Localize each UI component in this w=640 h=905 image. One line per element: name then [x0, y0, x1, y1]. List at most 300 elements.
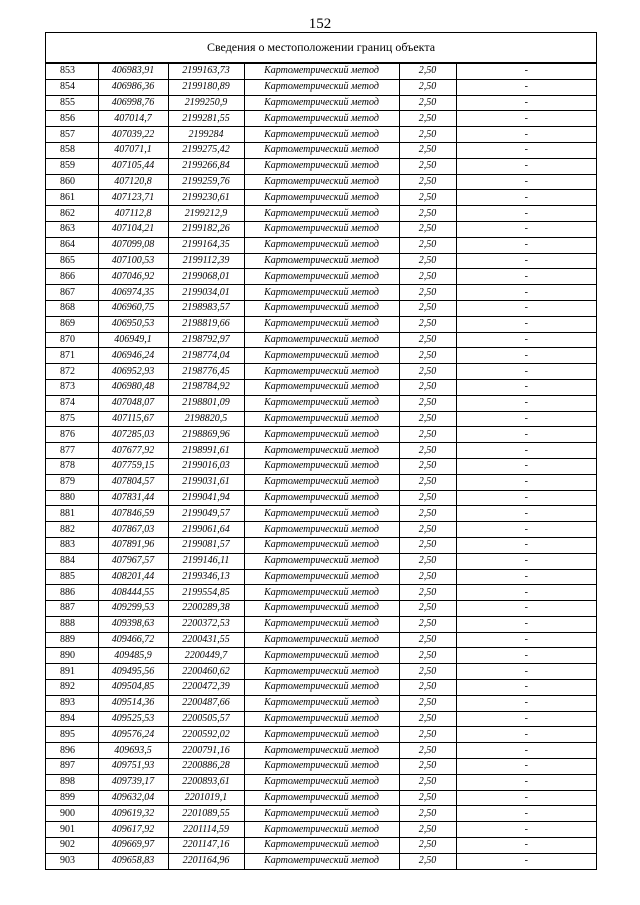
- point-number-cell: 865: [46, 253, 98, 269]
- description-cell: -: [456, 601, 596, 617]
- method-cell: Картометрический метод: [244, 395, 399, 411]
- x-coordinate-cell: 406946,24: [98, 348, 168, 364]
- point-number-cell: 860: [46, 174, 98, 190]
- x-coordinate-cell: 409617,92: [98, 822, 168, 838]
- precision-cell: 2,50: [399, 727, 456, 743]
- table-row: [46, 64, 596, 80]
- point-number-cell: 858: [46, 142, 98, 158]
- table-row: [46, 790, 596, 806]
- method-cell: Картометрический метод: [244, 838, 399, 854]
- table-row: [46, 300, 596, 316]
- x-coordinate-cell: 409739,17: [98, 774, 168, 790]
- point-number-cell: 879: [46, 474, 98, 490]
- description-cell: -: [456, 206, 596, 222]
- table-row: [46, 127, 596, 143]
- point-number-cell: 867: [46, 285, 98, 301]
- precision-cell: 2,50: [399, 237, 456, 253]
- y-coordinate-cell: 2200449,7: [168, 648, 244, 664]
- precision-cell: 2,50: [399, 111, 456, 127]
- point-number-cell: 861: [46, 190, 98, 206]
- description-cell: -: [456, 174, 596, 190]
- point-number-cell: 876: [46, 427, 98, 443]
- y-coordinate-cell: 2198983,57: [168, 300, 244, 316]
- description-cell: -: [456, 632, 596, 648]
- method-cell: Картометрический метод: [244, 348, 399, 364]
- table-row: [46, 411, 596, 427]
- point-number-cell: 882: [46, 522, 98, 538]
- description-cell: -: [456, 822, 596, 838]
- point-number-cell: 859: [46, 158, 98, 174]
- x-coordinate-cell: 406974,35: [98, 285, 168, 301]
- precision-cell: 2,50: [399, 95, 456, 111]
- y-coordinate-cell: 2200431,55: [168, 632, 244, 648]
- y-coordinate-cell: 2201147,16: [168, 838, 244, 854]
- precision-cell: 2,50: [399, 190, 456, 206]
- x-coordinate-cell: 407105,44: [98, 158, 168, 174]
- method-cell: Картометрический метод: [244, 316, 399, 332]
- method-cell: Картометрический метод: [244, 601, 399, 617]
- x-coordinate-cell: 407846,59: [98, 506, 168, 522]
- description-cell: -: [456, 95, 596, 111]
- precision-cell: 2,50: [399, 585, 456, 601]
- point-number-cell: 899: [46, 790, 98, 806]
- x-coordinate-cell: 407071,1: [98, 142, 168, 158]
- precision-cell: 2,50: [399, 285, 456, 301]
- method-cell: Картометрический метод: [244, 300, 399, 316]
- method-cell: Картометрический метод: [244, 458, 399, 474]
- description-cell: -: [456, 158, 596, 174]
- table-row: [46, 774, 596, 790]
- description-cell: -: [456, 522, 596, 538]
- y-coordinate-cell: 2199284: [168, 127, 244, 143]
- precision-cell: 2,50: [399, 458, 456, 474]
- table-row: [46, 142, 596, 158]
- boundary-points-table: [46, 63, 596, 869]
- method-cell: Картометрический метод: [244, 759, 399, 775]
- y-coordinate-cell: 2198820,5: [168, 411, 244, 427]
- description-cell: -: [456, 664, 596, 680]
- description-cell: -: [456, 680, 596, 696]
- precision-cell: 2,50: [399, 759, 456, 775]
- method-cell: Картометрический метод: [244, 158, 399, 174]
- page-number: 152: [308, 16, 332, 32]
- y-coordinate-cell: 2199212,9: [168, 206, 244, 222]
- precision-cell: 2,50: [399, 332, 456, 348]
- table-row: [46, 648, 596, 664]
- x-coordinate-cell: 406949,1: [98, 332, 168, 348]
- precision-cell: 2,50: [399, 695, 456, 711]
- table-body: [46, 64, 596, 869]
- point-number-cell: 883: [46, 537, 98, 553]
- precision-cell: 2,50: [399, 221, 456, 237]
- precision-cell: 2,50: [399, 632, 456, 648]
- table-row: [46, 680, 596, 696]
- precision-cell: 2,50: [399, 379, 456, 395]
- y-coordinate-cell: 2198869,96: [168, 427, 244, 443]
- table-row: [46, 537, 596, 553]
- y-coordinate-cell: 2199182,26: [168, 221, 244, 237]
- point-number-cell: 895: [46, 727, 98, 743]
- description-cell: -: [456, 490, 596, 506]
- precision-cell: 2,50: [399, 348, 456, 364]
- y-coordinate-cell: 2200289,38: [168, 601, 244, 617]
- description-cell: -: [456, 253, 596, 269]
- method-cell: Картометрический метод: [244, 174, 399, 190]
- description-cell: -: [456, 727, 596, 743]
- description-cell: -: [456, 395, 596, 411]
- y-coordinate-cell: 2199180,89: [168, 79, 244, 95]
- method-cell: Картометрический метод: [244, 569, 399, 585]
- y-coordinate-cell: 2199146,11: [168, 553, 244, 569]
- description-cell: -: [456, 853, 596, 868]
- y-coordinate-cell: 2198819,66: [168, 316, 244, 332]
- x-coordinate-cell: 407112,8: [98, 206, 168, 222]
- x-coordinate-cell: 406986,36: [98, 79, 168, 95]
- table-row: [46, 332, 596, 348]
- x-coordinate-cell: 407677,92: [98, 443, 168, 459]
- description-cell: -: [456, 695, 596, 711]
- method-cell: Картометрический метод: [244, 269, 399, 285]
- y-coordinate-cell: 2199259,76: [168, 174, 244, 190]
- x-coordinate-cell: 409669,97: [98, 838, 168, 854]
- precision-cell: 2,50: [399, 364, 456, 380]
- method-cell: Картометрический метод: [244, 522, 399, 538]
- point-number-cell: 878: [46, 458, 98, 474]
- table-row: [46, 601, 596, 617]
- table-row: [46, 348, 596, 364]
- y-coordinate-cell: 2199275,42: [168, 142, 244, 158]
- y-coordinate-cell: 2198774,04: [168, 348, 244, 364]
- table-row: [46, 174, 596, 190]
- y-coordinate-cell: 2199554,85: [168, 585, 244, 601]
- precision-cell: 2,50: [399, 300, 456, 316]
- method-cell: Картометрический метод: [244, 190, 399, 206]
- precision-cell: 2,50: [399, 680, 456, 696]
- method-cell: Картометрический метод: [244, 537, 399, 553]
- description-cell: -: [456, 237, 596, 253]
- y-coordinate-cell: 2201089,55: [168, 806, 244, 822]
- x-coordinate-cell: 407804,57: [98, 474, 168, 490]
- y-coordinate-cell: 2200886,28: [168, 759, 244, 775]
- table-row: [46, 285, 596, 301]
- x-coordinate-cell: 406952,93: [98, 364, 168, 380]
- x-coordinate-cell: 409514,36: [98, 695, 168, 711]
- point-number-cell: 855: [46, 95, 98, 111]
- precision-cell: 2,50: [399, 443, 456, 459]
- description-cell: -: [456, 379, 596, 395]
- table-row: [46, 490, 596, 506]
- y-coordinate-cell: 2200505,57: [168, 711, 244, 727]
- y-coordinate-cell: 2199250,9: [168, 95, 244, 111]
- point-number-cell: 885: [46, 569, 98, 585]
- y-coordinate-cell: 2200592,02: [168, 727, 244, 743]
- method-cell: Картометрический метод: [244, 680, 399, 696]
- point-number-cell: 874: [46, 395, 98, 411]
- x-coordinate-cell: 409504,85: [98, 680, 168, 696]
- description-cell: -: [456, 316, 596, 332]
- table-row: [46, 806, 596, 822]
- y-coordinate-cell: 2198991,61: [168, 443, 244, 459]
- y-coordinate-cell: 2201019,1: [168, 790, 244, 806]
- precision-cell: 2,50: [399, 664, 456, 680]
- x-coordinate-cell: 407831,44: [98, 490, 168, 506]
- method-cell: Картометрический метод: [244, 743, 399, 759]
- point-number-cell: 893: [46, 695, 98, 711]
- table-row: [46, 427, 596, 443]
- y-coordinate-cell: 2199068,01: [168, 269, 244, 285]
- precision-cell: 2,50: [399, 269, 456, 285]
- description-cell: -: [456, 790, 596, 806]
- table-row: [46, 569, 596, 585]
- y-coordinate-cell: 2199016,03: [168, 458, 244, 474]
- precision-cell: 2,50: [399, 142, 456, 158]
- description-cell: -: [456, 221, 596, 237]
- y-coordinate-cell: 2199281,55: [168, 111, 244, 127]
- description-cell: -: [456, 111, 596, 127]
- y-coordinate-cell: 2199049,57: [168, 506, 244, 522]
- point-number-cell: 853: [46, 64, 98, 80]
- x-coordinate-cell: 407123,71: [98, 190, 168, 206]
- y-coordinate-cell: 2199346,13: [168, 569, 244, 585]
- x-coordinate-cell: 406980,48: [98, 379, 168, 395]
- description-cell: -: [456, 190, 596, 206]
- table-row: [46, 95, 596, 111]
- table-row: [46, 743, 596, 759]
- description-cell: -: [456, 79, 596, 95]
- description-cell: -: [456, 285, 596, 301]
- point-number-cell: 898: [46, 774, 98, 790]
- x-coordinate-cell: 407039,22: [98, 127, 168, 143]
- table-row: [46, 585, 596, 601]
- x-coordinate-cell: 406983,91: [98, 64, 168, 80]
- y-coordinate-cell: 2200791,16: [168, 743, 244, 759]
- y-coordinate-cell: 2198776,45: [168, 364, 244, 380]
- x-coordinate-cell: 407967,57: [98, 553, 168, 569]
- description-cell: -: [456, 332, 596, 348]
- precision-cell: 2,50: [399, 127, 456, 143]
- x-coordinate-cell: 406950,53: [98, 316, 168, 332]
- y-coordinate-cell: 2199034,01: [168, 285, 244, 301]
- method-cell: Картометрический метод: [244, 616, 399, 632]
- point-number-cell: 881: [46, 506, 98, 522]
- method-cell: Картометрический метод: [244, 632, 399, 648]
- table-row: [46, 759, 596, 775]
- point-number-cell: 889: [46, 632, 98, 648]
- x-coordinate-cell: 409466,72: [98, 632, 168, 648]
- x-coordinate-cell: 409619,32: [98, 806, 168, 822]
- x-coordinate-cell: 409525,53: [98, 711, 168, 727]
- y-coordinate-cell: 2199112,39: [168, 253, 244, 269]
- table-row: [46, 79, 596, 95]
- table-row: [46, 364, 596, 380]
- description-cell: -: [456, 348, 596, 364]
- point-number-cell: 870: [46, 332, 98, 348]
- table-row: [46, 458, 596, 474]
- method-cell: Картометрический метод: [244, 443, 399, 459]
- description-cell: -: [456, 506, 596, 522]
- description-cell: -: [456, 411, 596, 427]
- point-number-cell: 873: [46, 379, 98, 395]
- x-coordinate-cell: 409299,53: [98, 601, 168, 617]
- table-row: [46, 158, 596, 174]
- x-coordinate-cell: 409398,63: [98, 616, 168, 632]
- method-cell: Картометрический метод: [244, 790, 399, 806]
- table-row: [46, 522, 596, 538]
- x-coordinate-cell: 409576,24: [98, 727, 168, 743]
- description-cell: -: [456, 806, 596, 822]
- table-row: [46, 111, 596, 127]
- point-number-cell: 901: [46, 822, 98, 838]
- point-number-cell: 884: [46, 553, 98, 569]
- point-number-cell: 868: [46, 300, 98, 316]
- method-cell: Картометрический метод: [244, 364, 399, 380]
- method-cell: Картометрический метод: [244, 711, 399, 727]
- point-number-cell: 872: [46, 364, 98, 380]
- method-cell: Картометрический метод: [244, 648, 399, 664]
- method-cell: Картометрический метод: [244, 695, 399, 711]
- x-coordinate-cell: 407046,92: [98, 269, 168, 285]
- table-row: [46, 695, 596, 711]
- method-cell: Картометрический метод: [244, 664, 399, 680]
- x-coordinate-cell: 406998,76: [98, 95, 168, 111]
- point-number-cell: 862: [46, 206, 98, 222]
- table-row: [46, 822, 596, 838]
- precision-cell: 2,50: [399, 522, 456, 538]
- description-cell: -: [456, 458, 596, 474]
- precision-cell: 2,50: [399, 711, 456, 727]
- x-coordinate-cell: 409751,93: [98, 759, 168, 775]
- precision-cell: 2,50: [399, 553, 456, 569]
- description-cell: -: [456, 743, 596, 759]
- table-row: [46, 190, 596, 206]
- point-number-cell: 892: [46, 680, 98, 696]
- method-cell: Картометрический метод: [244, 727, 399, 743]
- precision-cell: 2,50: [399, 411, 456, 427]
- x-coordinate-cell: 409658,83: [98, 853, 168, 868]
- table-row: [46, 553, 596, 569]
- y-coordinate-cell: 2199164,35: [168, 237, 244, 253]
- x-coordinate-cell: 407048,07: [98, 395, 168, 411]
- description-cell: -: [456, 759, 596, 775]
- x-coordinate-cell: 409632,04: [98, 790, 168, 806]
- point-number-cell: 877: [46, 443, 98, 459]
- description-cell: -: [456, 427, 596, 443]
- precision-cell: 2,50: [399, 474, 456, 490]
- precision-cell: 2,50: [399, 838, 456, 854]
- method-cell: Картометрический метод: [244, 95, 399, 111]
- x-coordinate-cell: 409485,9: [98, 648, 168, 664]
- description-cell: -: [456, 711, 596, 727]
- point-number-cell: 891: [46, 664, 98, 680]
- x-coordinate-cell: 407099,08: [98, 237, 168, 253]
- precision-cell: 2,50: [399, 174, 456, 190]
- precision-cell: 2,50: [399, 569, 456, 585]
- table-row: [46, 727, 596, 743]
- point-number-cell: 886: [46, 585, 98, 601]
- method-cell: Картометрический метод: [244, 474, 399, 490]
- point-number-cell: 894: [46, 711, 98, 727]
- description-cell: -: [456, 648, 596, 664]
- point-number-cell: 890: [46, 648, 98, 664]
- method-cell: Картометрический метод: [244, 806, 399, 822]
- point-number-cell: 854: [46, 79, 98, 95]
- table-row: [46, 664, 596, 680]
- precision-cell: 2,50: [399, 806, 456, 822]
- precision-cell: 2,50: [399, 395, 456, 411]
- point-number-cell: 856: [46, 111, 98, 127]
- table-row: [46, 316, 596, 332]
- point-number-cell: 869: [46, 316, 98, 332]
- y-coordinate-cell: 2200460,62: [168, 664, 244, 680]
- precision-cell: 2,50: [399, 64, 456, 80]
- precision-cell: 2,50: [399, 253, 456, 269]
- table-row: [46, 221, 596, 237]
- table-row: [46, 237, 596, 253]
- precision-cell: 2,50: [399, 316, 456, 332]
- method-cell: Картометрический метод: [244, 237, 399, 253]
- table-row: [46, 395, 596, 411]
- y-coordinate-cell: 2198784,92: [168, 379, 244, 395]
- description-cell: -: [456, 616, 596, 632]
- precision-cell: 2,50: [399, 206, 456, 222]
- point-number-cell: 900: [46, 806, 98, 822]
- method-cell: Картометрический метод: [244, 427, 399, 443]
- x-coordinate-cell: 407014,7: [98, 111, 168, 127]
- precision-cell: 2,50: [399, 822, 456, 838]
- description-cell: -: [456, 443, 596, 459]
- point-number-cell: 896: [46, 743, 98, 759]
- table-row: [46, 474, 596, 490]
- description-cell: -: [456, 300, 596, 316]
- method-cell: Картометрический метод: [244, 774, 399, 790]
- description-cell: -: [456, 364, 596, 380]
- x-coordinate-cell: 406960,75: [98, 300, 168, 316]
- description-cell: -: [456, 774, 596, 790]
- point-number-cell: 875: [46, 411, 98, 427]
- description-cell: -: [456, 142, 596, 158]
- precision-cell: 2,50: [399, 79, 456, 95]
- table-row: [46, 632, 596, 648]
- x-coordinate-cell: 407285,03: [98, 427, 168, 443]
- y-coordinate-cell: 2199031,61: [168, 474, 244, 490]
- x-coordinate-cell: 407759,15: [98, 458, 168, 474]
- boundary-table-sheet: [45, 32, 597, 870]
- precision-cell: 2,50: [399, 490, 456, 506]
- y-coordinate-cell: 2201114,59: [168, 822, 244, 838]
- description-cell: -: [456, 553, 596, 569]
- point-number-cell: 871: [46, 348, 98, 364]
- table-row: [46, 616, 596, 632]
- precision-cell: 2,50: [399, 774, 456, 790]
- y-coordinate-cell: 2199266,84: [168, 158, 244, 174]
- method-cell: Картометрический метод: [244, 253, 399, 269]
- table-row: [46, 711, 596, 727]
- y-coordinate-cell: 2199081,57: [168, 537, 244, 553]
- x-coordinate-cell: 407891,96: [98, 537, 168, 553]
- y-coordinate-cell: 2200472,39: [168, 680, 244, 696]
- method-cell: Картометрический метод: [244, 142, 399, 158]
- y-coordinate-cell: 2200372,53: [168, 616, 244, 632]
- x-coordinate-cell: 408444,55: [98, 585, 168, 601]
- x-coordinate-cell: 407100,53: [98, 253, 168, 269]
- method-cell: Картометрический метод: [244, 853, 399, 868]
- point-number-cell: 888: [46, 616, 98, 632]
- table-row: [46, 838, 596, 854]
- description-cell: -: [456, 269, 596, 285]
- point-number-cell: 887: [46, 601, 98, 617]
- table-row: [46, 443, 596, 459]
- method-cell: Картометрический метод: [244, 332, 399, 348]
